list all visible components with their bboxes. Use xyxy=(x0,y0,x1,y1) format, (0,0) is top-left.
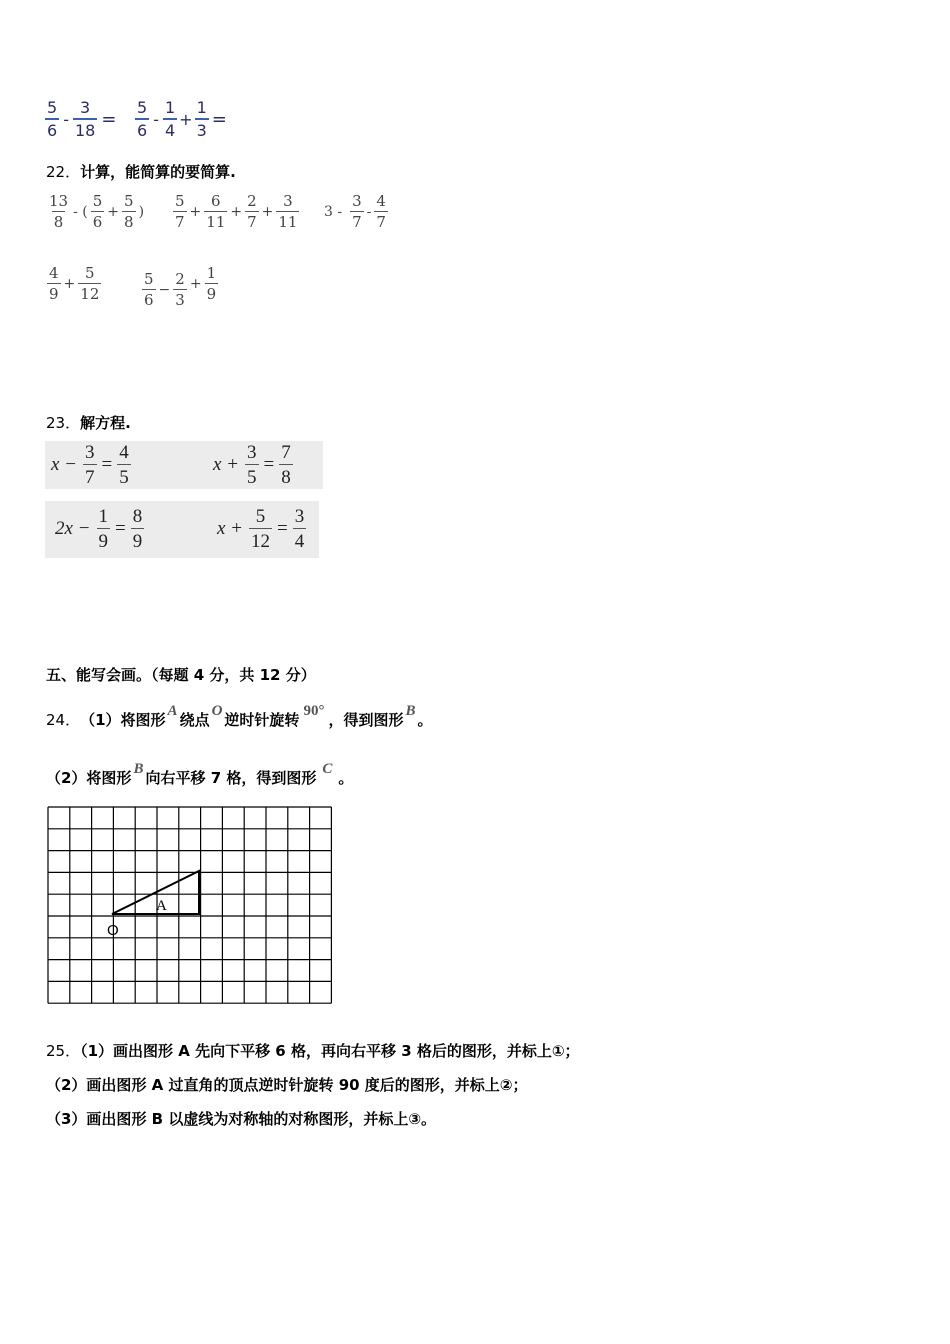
equation-lhs: x + xyxy=(217,518,244,539)
numerator: 8 xyxy=(132,506,143,527)
denominator: 4 xyxy=(293,528,307,551)
symbol-c: C xyxy=(322,761,333,777)
numerator: 1 xyxy=(196,98,207,117)
symbol-b: B xyxy=(133,761,144,777)
equals-sign: = xyxy=(211,109,227,130)
denominator: 7 xyxy=(247,213,257,231)
operator: + xyxy=(261,204,274,220)
text-segment: 。 xyxy=(338,769,354,787)
equals-sign: = xyxy=(263,454,275,475)
question-24-part-2 xyxy=(46,748,353,788)
point-label-o: O xyxy=(107,922,119,939)
denominator: 6 xyxy=(92,213,103,231)
equation-lhs: x − xyxy=(51,454,78,475)
numerator: 5 xyxy=(255,506,266,527)
q22-expression-2 xyxy=(172,194,300,230)
question-23-title xyxy=(46,412,131,433)
q22-expression-1 xyxy=(46,194,146,230)
q22-expression-3 xyxy=(322,194,389,230)
close-paren: ) xyxy=(138,204,145,220)
text-segment: 向右平移 7 格，得到图形 xyxy=(145,769,317,787)
denominator: 5 xyxy=(117,464,131,487)
denominator: 7 xyxy=(352,213,362,231)
denominator: 7 xyxy=(83,464,97,487)
text-segment: （2）将图形 xyxy=(46,769,132,787)
numerator: 4 xyxy=(119,442,129,463)
operator: + xyxy=(189,276,202,292)
text-segment: 。 xyxy=(417,711,433,729)
question-24-part-1 xyxy=(46,690,432,730)
numerator: 3 xyxy=(80,98,91,117)
denominator: 3 xyxy=(195,118,209,139)
text-segment: 绕点 xyxy=(179,711,210,729)
grid-lines xyxy=(48,807,331,1003)
denominator: 12 xyxy=(249,528,272,551)
numerator: 4 xyxy=(376,192,386,210)
operator: + xyxy=(189,204,202,220)
denominator: 4 xyxy=(163,118,177,139)
operator: + xyxy=(63,276,76,292)
numerator: 3 xyxy=(247,442,257,463)
numerator: 5 xyxy=(85,264,95,282)
operator: + xyxy=(179,110,193,129)
numerator: 7 xyxy=(281,442,291,463)
grid-figure xyxy=(46,805,332,1005)
q21-expression-2 xyxy=(134,100,227,139)
operator: - ( xyxy=(73,204,88,220)
question-25-line-2: （2）画出图形 A 过直角的顶点逆时针旋转 90 度后的图形，并标上②； xyxy=(46,1076,528,1094)
question-text: 计算，能简算的要简算. xyxy=(80,163,236,181)
q22-expression-4 xyxy=(46,266,102,302)
equation-image-row-1 xyxy=(45,441,323,489)
denominator: 9 xyxy=(131,528,145,551)
numerator: 3 xyxy=(352,192,362,210)
denominator: 7 xyxy=(376,213,386,231)
numerator: 5 xyxy=(144,270,154,288)
question-25-line-3: （3）画出图形 B 以虚线为对称轴的对称图形，并标上③。 xyxy=(46,1110,437,1128)
denominator: 8 xyxy=(53,213,64,231)
symbol-90-degrees: 90° xyxy=(303,703,325,719)
symbol-b: B xyxy=(405,703,416,719)
numerator: 13 xyxy=(49,192,69,210)
denominator: 8 xyxy=(124,213,134,231)
section-5-heading: 五、能写会画。（每题 4 分，共 12 分） xyxy=(46,666,316,684)
numerator: 5 xyxy=(124,192,134,210)
operator: + xyxy=(230,204,243,220)
denominator: 9 xyxy=(49,285,59,303)
denominator: 5 xyxy=(245,464,259,487)
denominator: 3 xyxy=(175,291,185,309)
denominator: 9 xyxy=(206,285,217,303)
numerator: 3 xyxy=(283,192,293,210)
operator: - xyxy=(153,110,159,129)
numerator: 3 xyxy=(85,442,95,463)
numerator: 6 xyxy=(211,192,221,210)
leading-term: 3 - xyxy=(324,204,343,220)
equals-sign: = xyxy=(115,518,126,539)
equals-sign: = xyxy=(101,454,113,475)
equals-sign: = xyxy=(101,109,117,130)
q22-expression-5 xyxy=(141,260,219,308)
equation-lhs: 2x − xyxy=(55,518,91,539)
equation-lhs: x + xyxy=(213,454,240,475)
triangle-label-a: A xyxy=(156,898,167,914)
operator: - xyxy=(63,110,69,129)
numerator: 2 xyxy=(247,192,257,210)
operator: + xyxy=(107,204,120,220)
question-number: 22． xyxy=(46,163,81,181)
denominator: 9 xyxy=(97,528,111,551)
equation-4 xyxy=(217,507,307,551)
numerator: 5 xyxy=(137,98,148,117)
text-segment: ，得到图形 xyxy=(328,711,404,729)
question-22-title xyxy=(46,161,236,182)
symbol-o: O xyxy=(211,703,223,719)
numerator: 1 xyxy=(206,264,217,282)
operator: − xyxy=(158,282,171,298)
equation-2 xyxy=(213,443,294,487)
operator: - xyxy=(366,204,372,220)
denominator: 8 xyxy=(279,464,293,487)
question-text: （1）画出图形 A 先向下平移 6 格，再向右平移 3 格后的图形，并标上①； xyxy=(80,1042,580,1060)
denominator: 7 xyxy=(175,213,185,231)
numerator: 5 xyxy=(175,192,185,210)
numerator: 4 xyxy=(49,264,59,282)
denominator: 11 xyxy=(206,213,226,231)
denominator: 18 xyxy=(73,118,97,139)
numerator: 1 xyxy=(98,506,109,527)
text-segment: （1）将图形 xyxy=(80,711,166,729)
numerator: 5 xyxy=(92,192,103,210)
numerator: 1 xyxy=(164,98,176,117)
q21-expression-1 xyxy=(44,100,116,139)
question-25-line-1 xyxy=(46,1040,580,1061)
equation-image-row-2 xyxy=(45,501,319,558)
numerator: 5 xyxy=(47,98,58,117)
question-number: 24． xyxy=(46,711,81,729)
question-number: 23． xyxy=(46,414,81,432)
denominator: 11 xyxy=(278,213,298,231)
equation-3 xyxy=(55,507,145,551)
symbol-a: A xyxy=(167,703,178,719)
denominator: 12 xyxy=(80,285,100,303)
equals-sign: = xyxy=(277,518,288,539)
numerator: 2 xyxy=(175,270,185,288)
question-text: 解方程. xyxy=(80,414,131,432)
question-number: 25． xyxy=(46,1042,81,1060)
denominator: 6 xyxy=(144,291,154,309)
denominator: 6 xyxy=(135,118,149,139)
equation-1 xyxy=(51,443,132,487)
denominator: 6 xyxy=(45,118,59,139)
text-segment: 逆时针旋转 xyxy=(224,711,300,729)
numerator: 3 xyxy=(294,506,305,527)
